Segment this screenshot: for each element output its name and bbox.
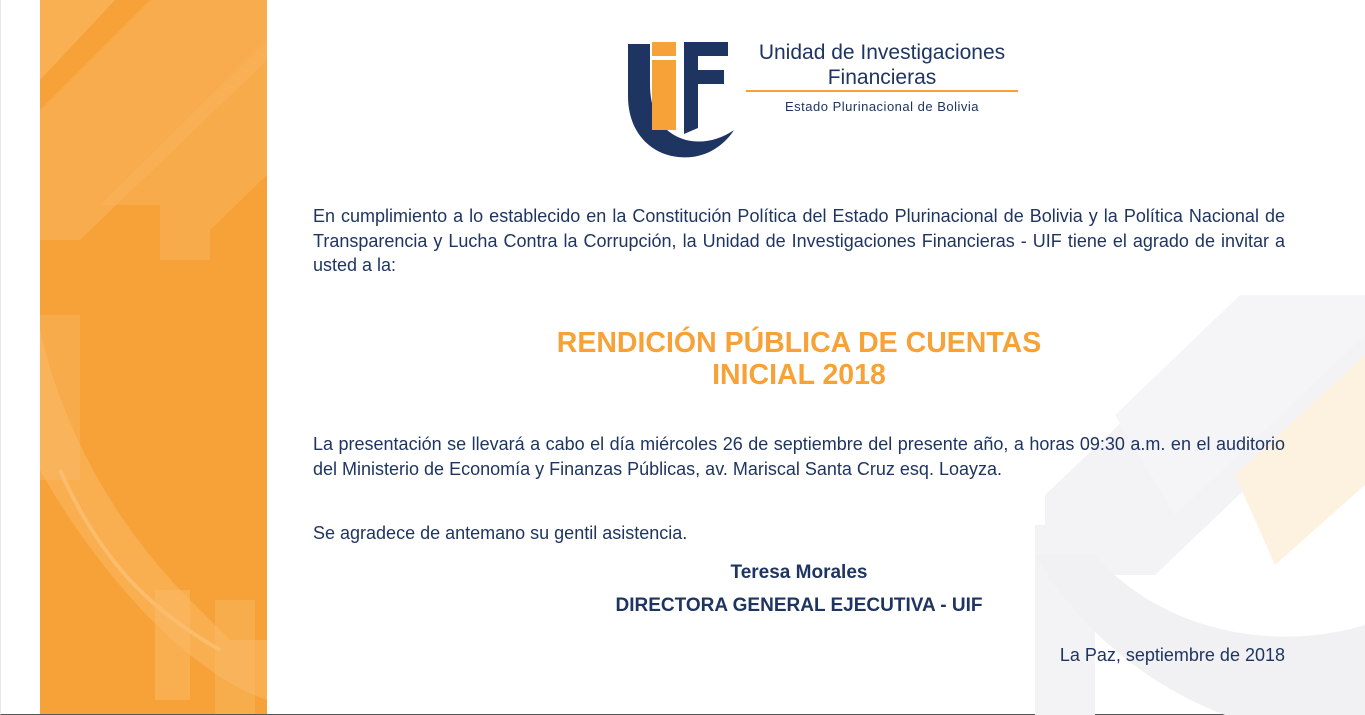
uif-logo: [612, 36, 1032, 160]
thanks-paragraph: Se agradece de antemano su gentil asistencia.: [313, 523, 688, 543]
signer-name: Teresa Morales: [730, 562, 868, 583]
signer-role: DIRECTORA GENERAL EJECUTIVA - UIF: [615, 595, 983, 616]
details-paragraph: La presentación se llevará a cabo el día miércoles 26 de septiembre del presente año, a horas 09:30 a.m. en el auditorio del Ministerio de Economía y Finanzas Públicas, av. Mariscal Santa Cruz esq. Loayza.: [313, 434, 1285, 479]
place-date: La Paz, septiembre de 2018: [1059, 645, 1285, 665]
logo-divider: [746, 90, 1018, 92]
intro-paragraph: En cumplimiento a lo establecido en la Constitución Política del Estado Plurinacional de Bolivia y la Política Nacional de Transparencia y Lucha Contra la Corrupción, la Unidad de Investigaciones Financieras - UIF tiene el agrado de invitar a usted a la:: [313, 206, 1285, 275]
event-title: [313, 327, 1285, 391]
event-title-line1: RENDICIÓN PÚBLICA DE CUENTAS: [556, 327, 1042, 359]
uif-pattern-icon: [40, 0, 267, 714]
uif-logo-icon: [612, 36, 737, 160]
logo-name-line2: Financieras: [827, 66, 937, 89]
side-band: [40, 0, 267, 714]
logo-name: [748, 40, 1016, 90]
logo-name-line1: Unidad de Investigaciones: [758, 41, 1006, 64]
event-title-line2: INICIAL 2018: [712, 359, 886, 391]
logo-subtitle: Estado Plurinacional de Bolivia: [785, 99, 979, 114]
